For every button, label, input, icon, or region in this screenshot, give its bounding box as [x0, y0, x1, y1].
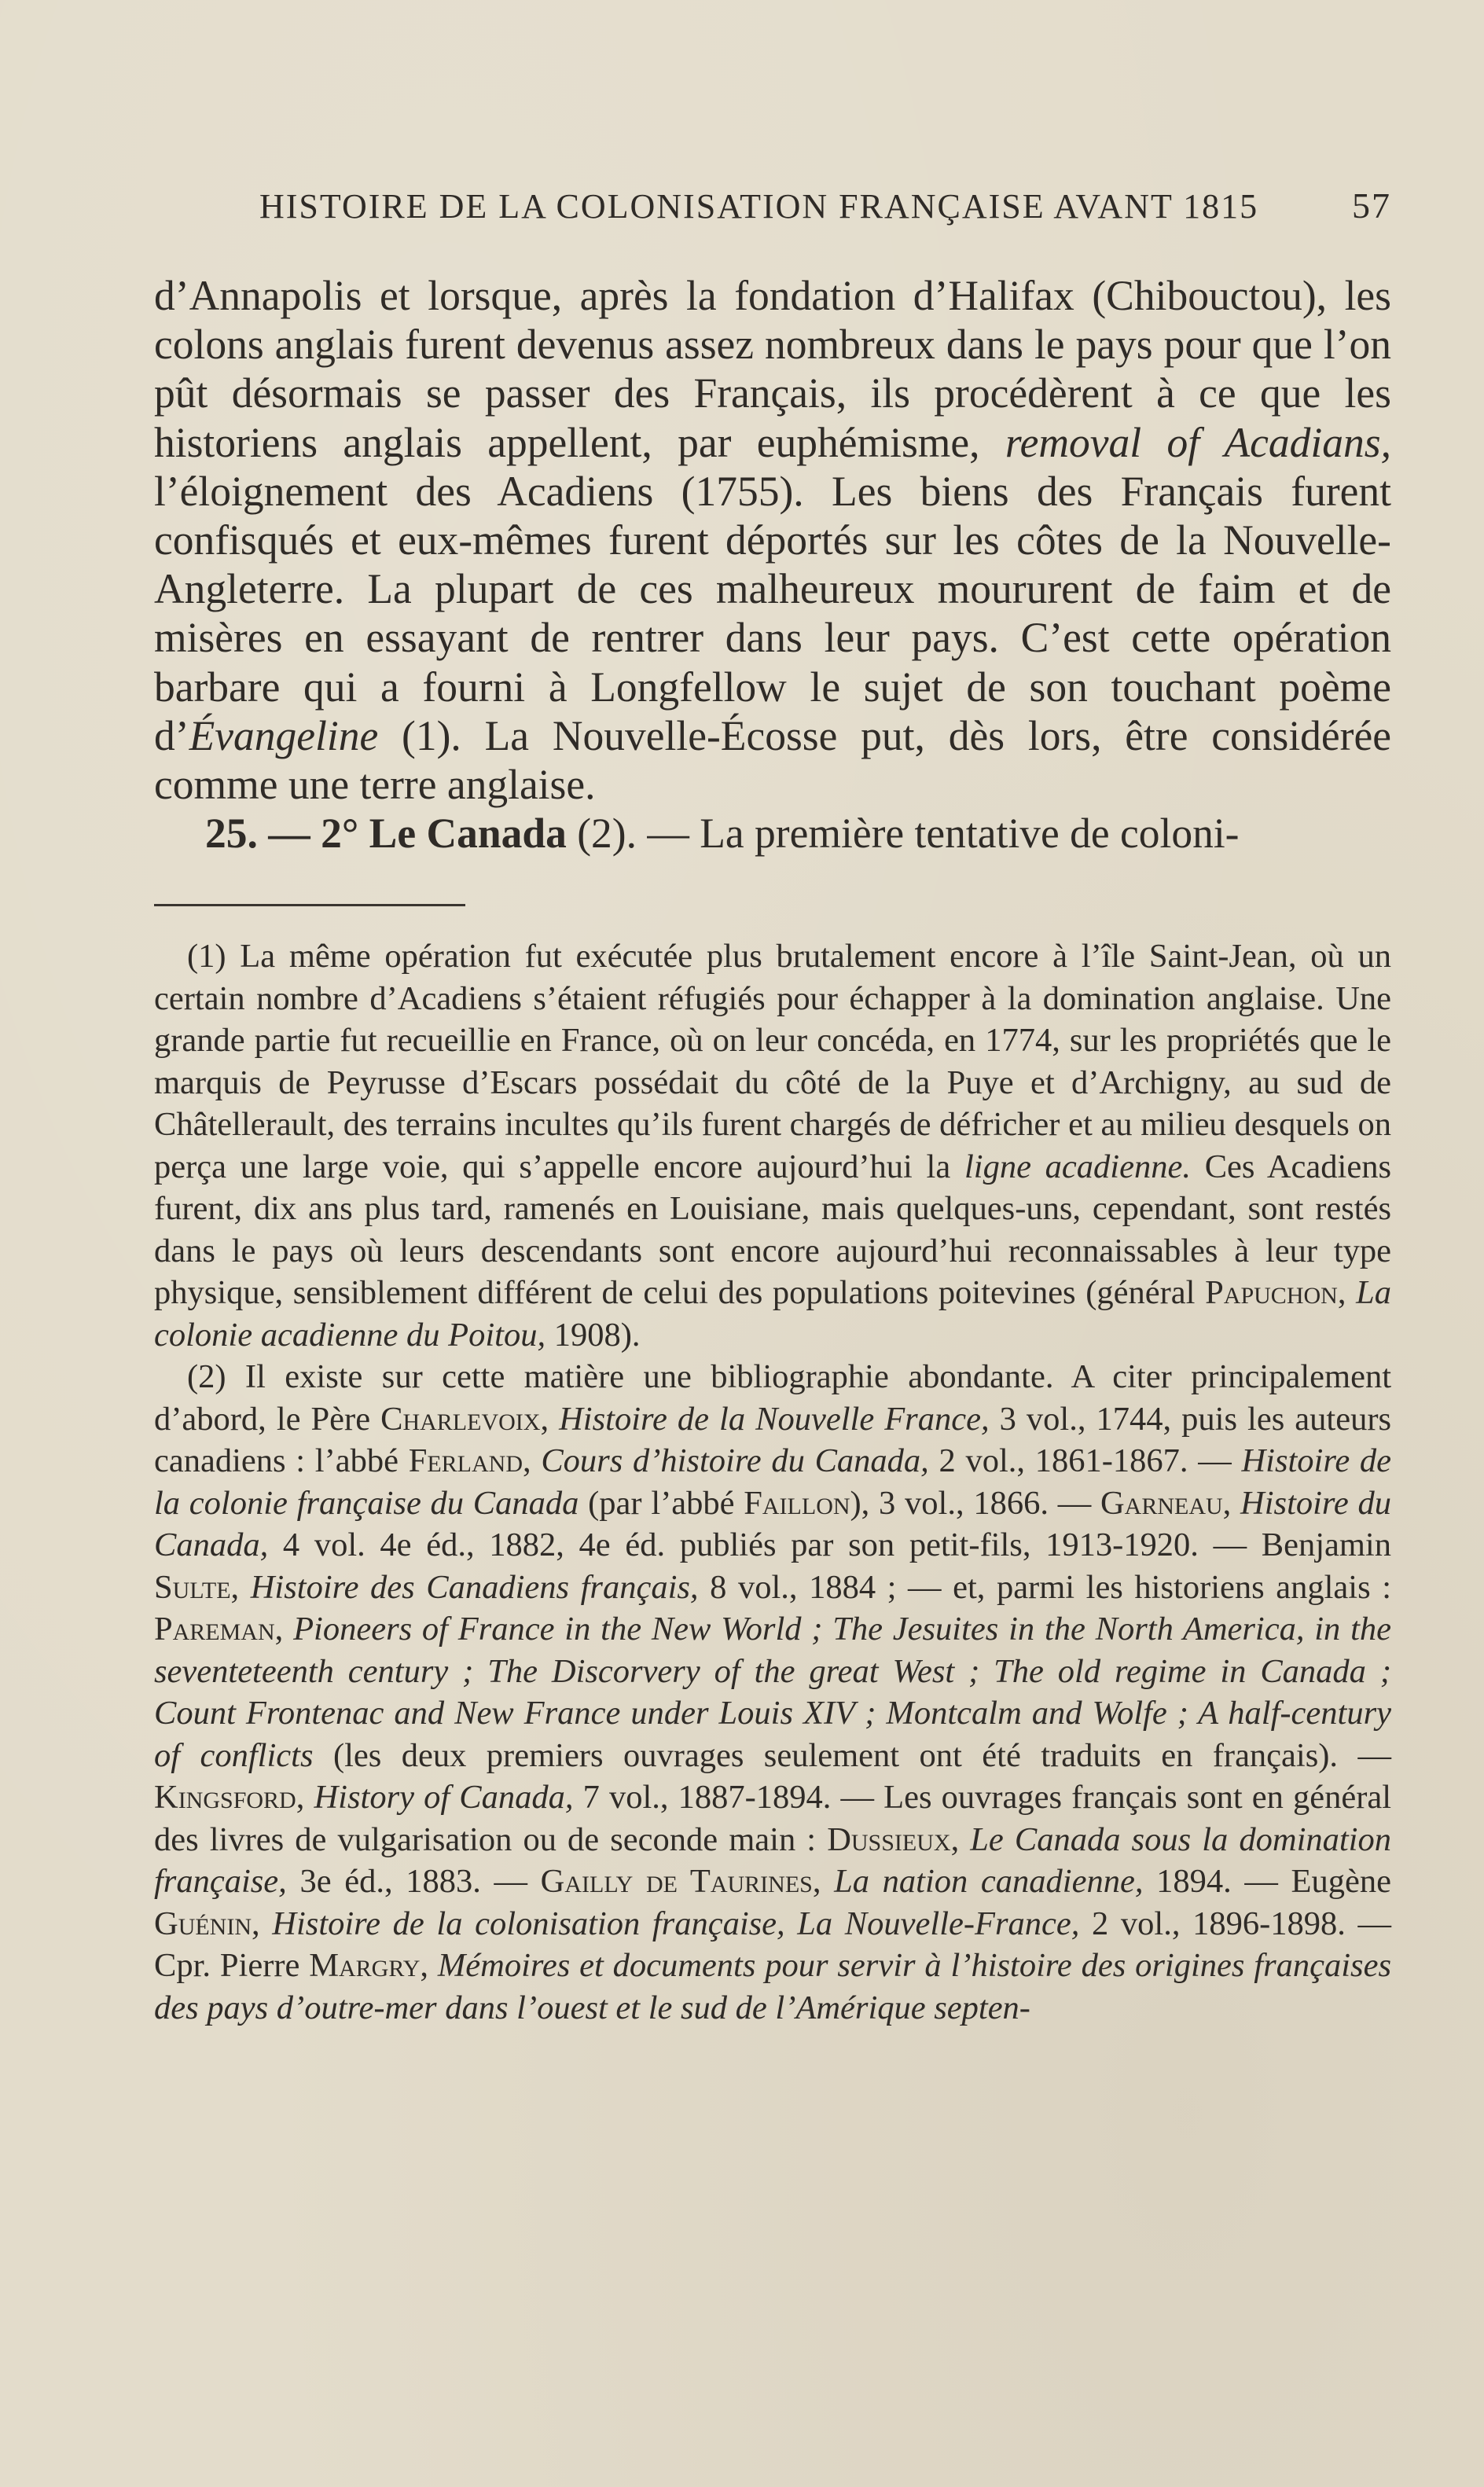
author-name: Margry — [309, 1947, 421, 1984]
author-name: Charlevoix — [380, 1400, 541, 1438]
text-run: (1) La même opération fut exécutée plus brutalement encore à l’île Saint-Jean, où un certain nombre d’Acadiens s’étaient réfugiés pour échapper à la domination anglaise. Une grande partie fut recueillie en France, où on leur concéda, en 1774, sur les propriétés que le marquis de Peyrusse d’Escars possédait du côté de la Puye et d’Archigny, au sud de Châtellerault, des terrains incultes qu’ils furent chargés de défricher et au milieu desquels on perça une large voie, qui s’appelle encore aujourd’hui la — [154, 938, 1391, 1185]
text-run: (par l’abbé — [579, 1484, 744, 1522]
text-run: 2 vol., 1896-1898. — Cpr. Pierre — [154, 1905, 1392, 1984]
footnote-rule — [154, 904, 465, 906]
italic-run: Le Canada sous la domination française, — [154, 1820, 1391, 1900]
footnote-2 — [154, 1356, 1391, 2029]
text-run: , — [274, 1611, 294, 1648]
italic-run: ligne acadienne. — [964, 1148, 1191, 1185]
author-name: Ferland — [408, 1442, 523, 1479]
text-run: , — [252, 1905, 273, 1942]
text-run: , — [812, 1863, 835, 1900]
text-run: ), 3 vol., 1866. — — [850, 1484, 1100, 1522]
author-name: Guénin — [154, 1905, 252, 1942]
author-name: Kingsford — [154, 1779, 296, 1816]
text-run: 8 vol., 1884 ; — et, parmi les historiens anglais : — [698, 1568, 1392, 1606]
text-run: 3e éd., 1883. — — [286, 1863, 541, 1900]
text-run: l’éloignement des Acadiens (1755). Les biens des Français furent confisqués et eux-mêmes furent déportés sur les côtes de la Nouvelle-Angleterre. La plupart de ces malheureux moururent de faim et de misères en essayant de rentrer dans leur pays. C’est cette opération barbare qui a fourni à Longfellow le sujet de son touchant poème d’ — [154, 467, 1391, 759]
italic-run: History of Canada, — [314, 1779, 574, 1816]
author-name: Faillon — [744, 1484, 850, 1522]
text-run: 2 vol., 1861-1867. — — [928, 1442, 1242, 1479]
text-run: (2). — La première tentative de coloni- — [566, 810, 1240, 858]
text-run: , — [540, 1400, 560, 1438]
text-run: (les deux premiers ouvrages seulement ont été traduits en français). — — [313, 1736, 1391, 1774]
italic-run: Histoire de la Nouvelle France, — [559, 1400, 990, 1438]
main-text — [154, 271, 1391, 858]
author-name: Garneau — [1100, 1484, 1223, 1522]
author-name: Pareman — [154, 1611, 275, 1648]
italic-run: Histoire de la colonisation française, La Nouvelle-France, — [272, 1905, 1080, 1942]
page-number: 57 — [1352, 186, 1391, 226]
italic-run: Pioneers of France in the New World ; The Jesuites in the North America, in the seventeteenth century ; The Discorvery of the great West ; The old regime in Canada ; Count Frontenac and New France under Louis XIV ; Montcalm and Wolfe ; A half-century of conflicts — [154, 1611, 1392, 1774]
text-run: , — [420, 1947, 438, 1984]
italic-run: La colonie acadienne du Poitou, — [154, 1274, 1391, 1354]
text-run: (2) Il existe sur cette matière une bibliographie abondante. A citer principalement d’abord, le Père — [154, 1358, 1391, 1438]
italic-run: Cours d’histoire du Canada, — [541, 1442, 929, 1479]
text-run: 7 vol., 1887-1894. — Les ouvrages français sont en général des livres de vulgarisation ou de seconde main : — [154, 1779, 1392, 1858]
text-run: Ces Acadiens furent, dix ans plus tard, ramenés en Louisiane, mais quelques-uns, cependant, sont restés dans le pays où leurs descendants sont encore aujourd’hui reconnaissables à leur type physique, sensiblement différent de celui des populations poitevines (général — [154, 1148, 1391, 1311]
italic-run: Histoire de la colonie française du Canada — [154, 1442, 1392, 1522]
author-name: Papuchon — [1205, 1274, 1338, 1311]
italic-run: Évangeline — [189, 711, 379, 759]
text-run: , — [1222, 1484, 1241, 1522]
text-run: , — [1337, 1274, 1357, 1311]
text-run: 3 vol., 1744, puis les auteurs canadiens : l’abbé — [154, 1400, 1392, 1479]
text-run: 4 vol. 4e éd., 1882, 4e éd. publiés par son petit-fils, 1913-1920. — Benjamin — [268, 1526, 1391, 1563]
text-run: , — [950, 1820, 971, 1858]
text-run: , — [522, 1442, 542, 1479]
section-heading: 25. — 2° Le Canada — [205, 810, 567, 858]
running-title: HISTOIRE DE LA COLONISATION FRANÇAISE AVANT 1815 — [259, 187, 1259, 226]
author-name: Dussieux — [827, 1820, 951, 1858]
italic-run: removal of Acadians, — [1005, 418, 1391, 466]
text-run: , — [296, 1779, 314, 1816]
paragraph-acadians — [154, 271, 1391, 809]
italic-run: Histoire du Canada, — [154, 1484, 1392, 1563]
text-run: (1). La Nouvelle-Écosse put, dès lors, être considérée comme une terre anglaise. — [154, 711, 1391, 809]
section-canada — [154, 809, 1391, 858]
italic-run: Mémoires et documents pour servir à l’histoire des origines françaises des pays d’outre-mer dans l’ouest et le sud de l’Amérique septen- — [154, 1947, 1391, 2026]
footnotes — [154, 935, 1391, 2029]
italic-run: Histoire des Canadiens français, — [250, 1568, 699, 1606]
author-name: Sulte — [154, 1568, 231, 1606]
author-name: Gailly de Taurines — [540, 1863, 813, 1900]
text-run: 1908). — [545, 1316, 641, 1354]
text-run: , — [230, 1568, 251, 1606]
running-header — [259, 185, 1391, 226]
footnote-1 — [154, 935, 1391, 1356]
italic-run: La nation canadienne, — [834, 1863, 1144, 1900]
text-run: d’Annapolis et lorsque, après la fondation d’Halifax (Chibouctou), les colons anglais furent devenus assez nombreux dans le pays pour que l’on pût désormais se passer des Français, ils procédèrent à ce que les historiens anglais appellent, par euphémisme, — [154, 272, 1391, 466]
text-run: 1894. — Eugène — [1143, 1863, 1391, 1900]
